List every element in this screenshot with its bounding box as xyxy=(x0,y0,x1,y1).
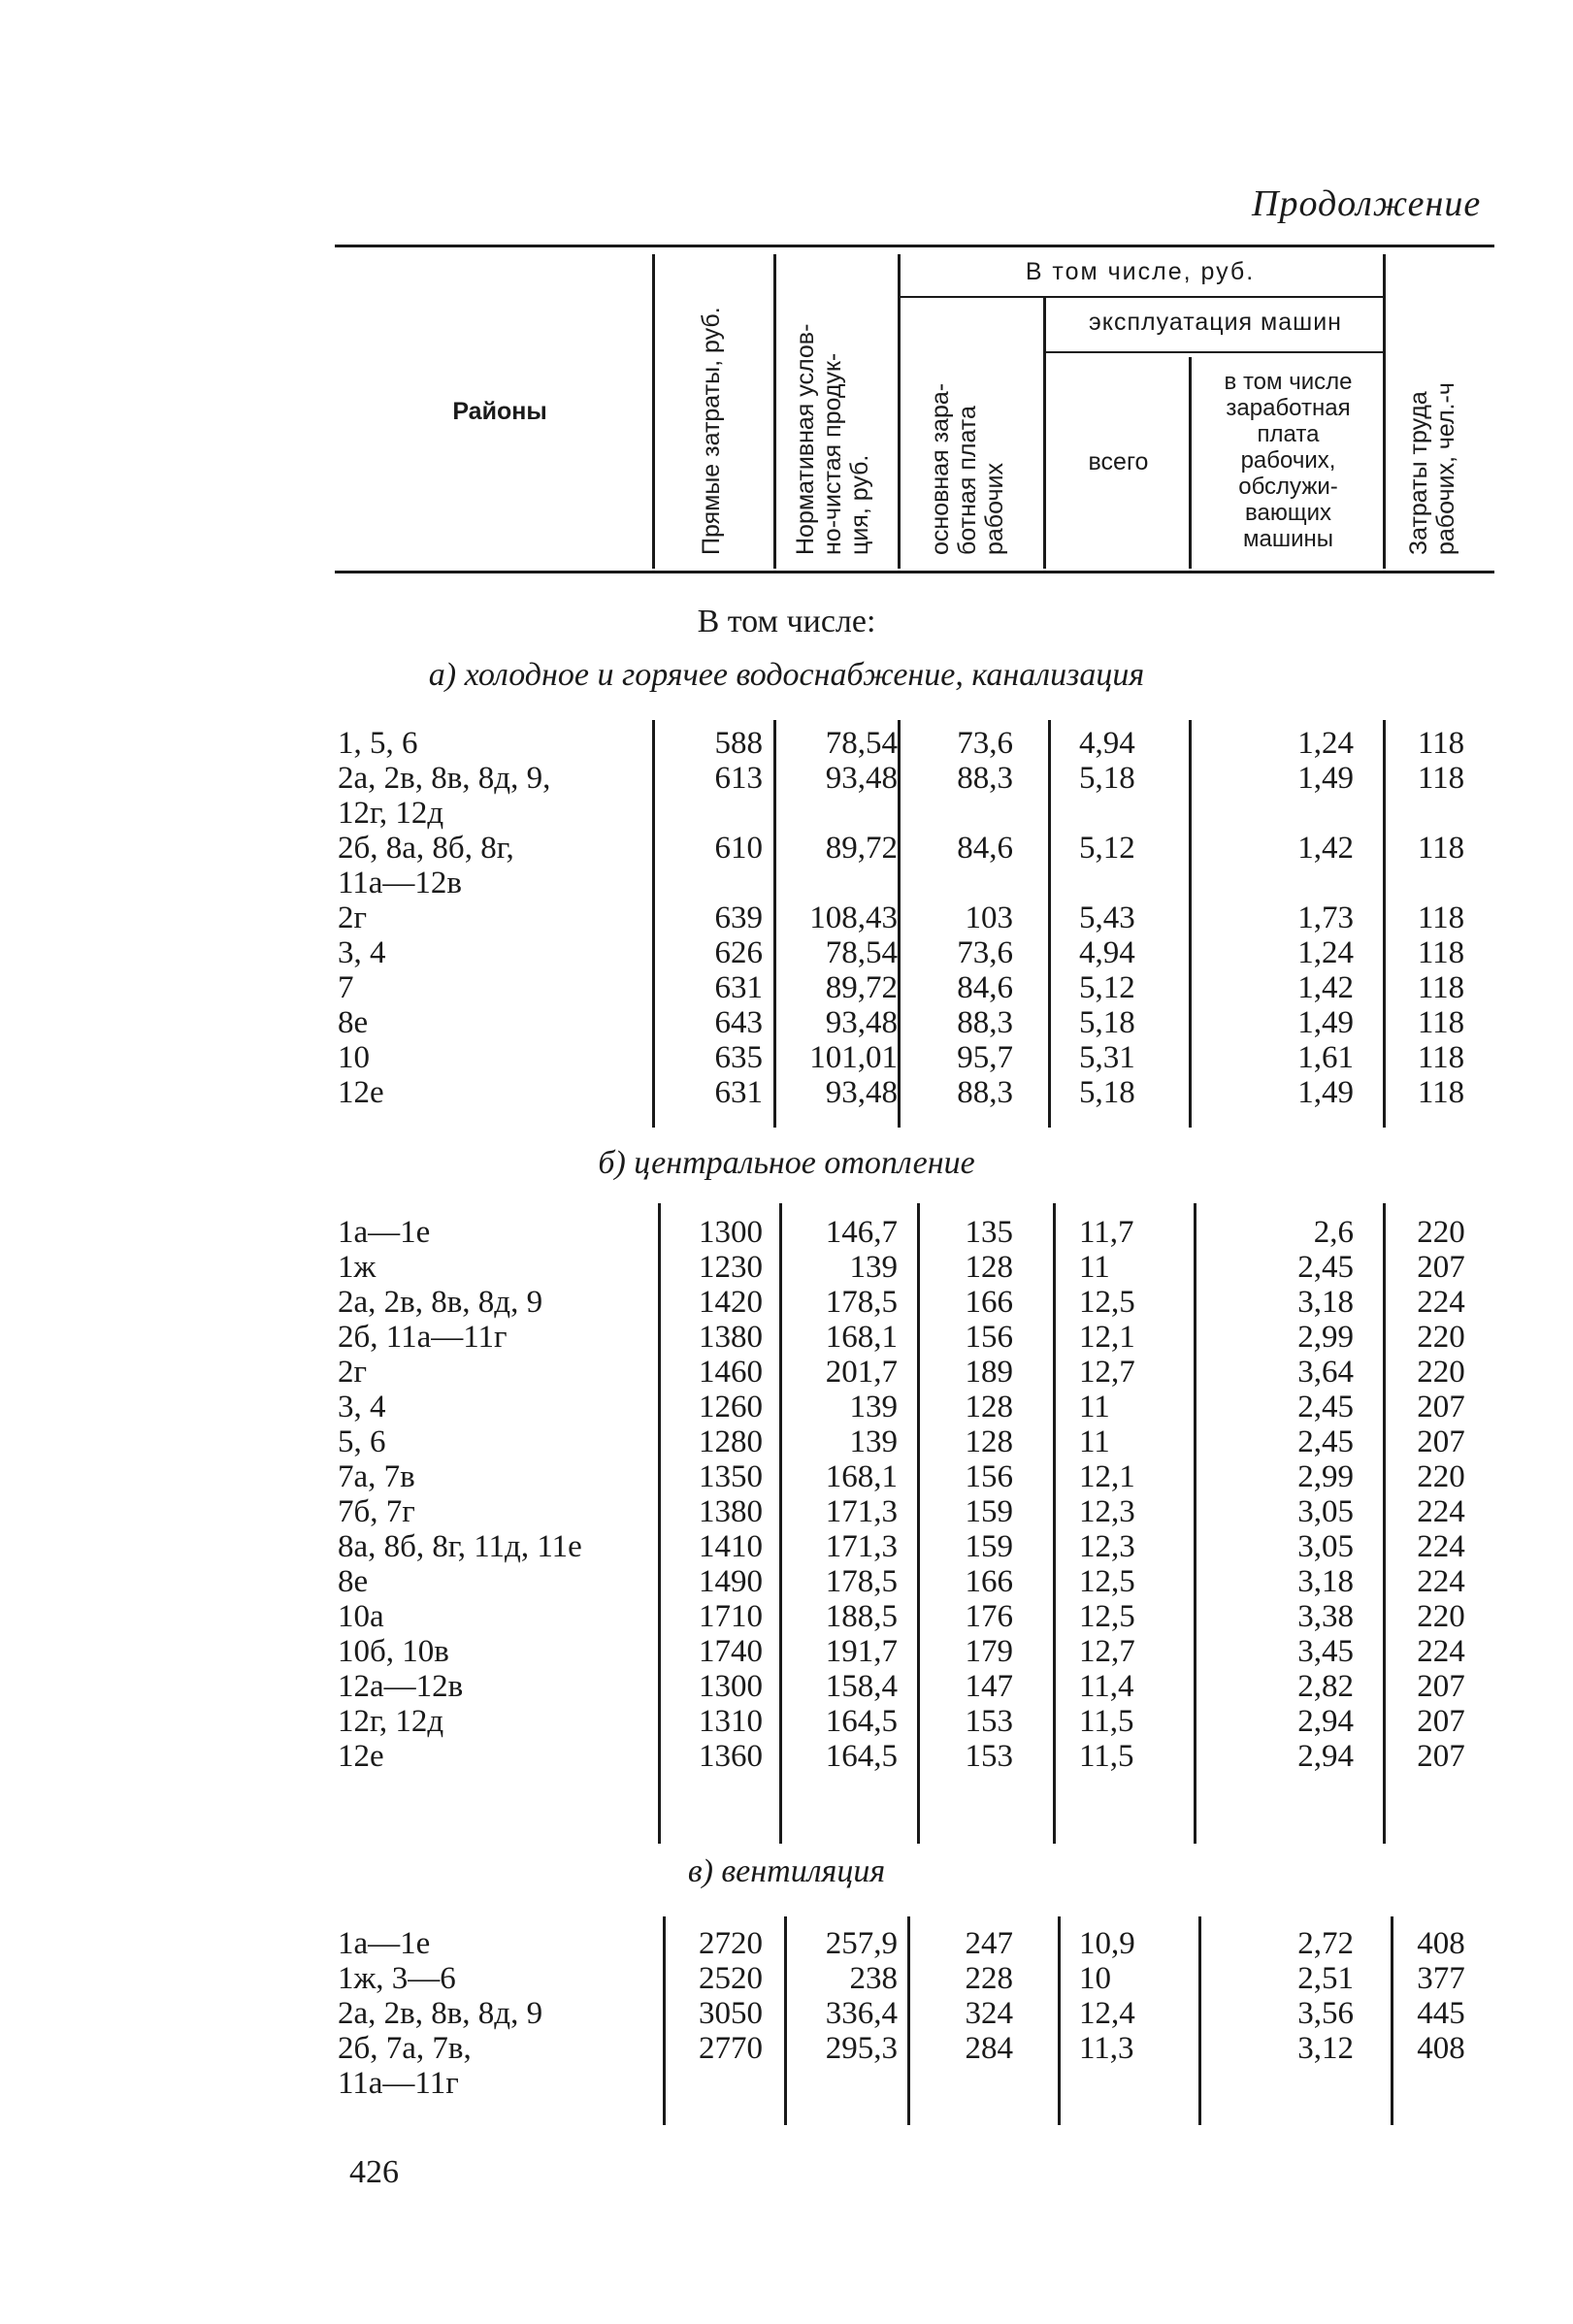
normative-output-cell: 139 xyxy=(849,1424,898,1459)
machine-wages-cell: 3,56 xyxy=(1297,1996,1354,2031)
base-wages-cell: 156 xyxy=(965,1459,1013,1494)
col-header-base-wages: основная зара- ботная плата рабочих xyxy=(927,382,1008,555)
labor-cell: 207 xyxy=(1417,1739,1465,1774)
labor-cell: 220 xyxy=(1417,1320,1465,1355)
column-divider xyxy=(779,1203,782,1844)
labor-cell: 220 xyxy=(1417,1459,1465,1494)
district-cell: 2г xyxy=(338,1355,368,1390)
machine-wages-cell: 3,18 xyxy=(1297,1285,1354,1320)
table-row xyxy=(0,1494,1573,1529)
base-wages-cell: 128 xyxy=(965,1390,1013,1424)
normative-output-cell: 171,3 xyxy=(825,1494,898,1529)
direct-costs-cell: 2770 xyxy=(699,2031,763,2066)
district-cell: 2б, 11а—11г xyxy=(338,1320,508,1355)
table-row xyxy=(0,1669,1573,1704)
district-cell: 8а, 8б, 8г, 11д, 11е xyxy=(338,1529,582,1564)
normative-output-cell: 178,5 xyxy=(825,1564,898,1599)
base-wages-cell: 103 xyxy=(965,900,1013,935)
direct-costs-cell: 639 xyxy=(714,900,763,935)
column-divider xyxy=(898,720,901,1128)
direct-costs-cell: 1300 xyxy=(699,1215,763,1250)
col-header-direct-costs: Прямые затраты, руб. xyxy=(698,307,725,555)
labor-cell: 207 xyxy=(1417,1704,1465,1739)
machine-wages-cell: 2,94 xyxy=(1297,1704,1354,1739)
page-number: 426 xyxy=(349,2154,399,2190)
normative-output-cell: 164,5 xyxy=(825,1739,898,1774)
district-cell: 2б, 7а, 7в, xyxy=(338,2031,472,2066)
labor-cell: 118 xyxy=(1417,935,1465,970)
machine-total-cell: 12,3 xyxy=(1079,1494,1135,1529)
district-cell: 12е xyxy=(338,1075,384,1110)
machine-wages-cell: 1,42 xyxy=(1297,970,1354,1005)
column-divider xyxy=(1383,720,1386,1128)
col-header-machine-wages: в том числе заработная плата рабочих, обслужи- вающих машины xyxy=(1224,369,1353,552)
machine-wages-cell: 2,45 xyxy=(1297,1250,1354,1285)
district-cell: 1ж xyxy=(338,1250,377,1285)
machine-total-cell: 12,1 xyxy=(1079,1320,1135,1355)
base-wages-cell: 179 xyxy=(965,1634,1013,1669)
header-divider xyxy=(898,254,901,569)
machine-wages-cell: 1,42 xyxy=(1297,831,1354,866)
labor-cell: 207 xyxy=(1417,1669,1465,1704)
machine-wages-cell: 1,73 xyxy=(1297,900,1354,935)
direct-costs-cell: 1230 xyxy=(699,1250,763,1285)
district-cell: 11а—11г xyxy=(338,2066,459,2101)
machine-total-cell: 11,5 xyxy=(1079,1704,1134,1739)
base-wages-cell: 147 xyxy=(965,1669,1013,1704)
district-cell: 2а, 2в, 8в, 8д, 9 xyxy=(338,1285,543,1320)
machine-total-cell: 11,5 xyxy=(1079,1739,1134,1774)
labor-cell: 207 xyxy=(1417,1250,1465,1285)
table-row xyxy=(0,761,1573,796)
machine-total-cell: 11 xyxy=(1079,1250,1110,1285)
normative-output-cell: 158,4 xyxy=(825,1669,898,1704)
machine-total-cell: 4,94 xyxy=(1079,935,1135,970)
section-title: в) вентиляция xyxy=(687,1853,886,1889)
district-cell: 12а—12в xyxy=(338,1669,464,1704)
labor-cell: 408 xyxy=(1417,2031,1465,2066)
table-row xyxy=(0,1355,1573,1390)
labor-cell: 224 xyxy=(1417,1285,1465,1320)
continued-label: Продолжение xyxy=(1252,183,1482,224)
normative-output-cell: 188,5 xyxy=(825,1599,898,1634)
normative-output-cell: 178,5 xyxy=(825,1285,898,1320)
district-cell: 3, 4 xyxy=(338,1390,386,1424)
labor-cell: 408 xyxy=(1417,1926,1465,1961)
normative-output-cell: 164,5 xyxy=(825,1704,898,1739)
district-cell: 8е xyxy=(338,1005,369,1040)
machine-total-cell: 12,5 xyxy=(1079,1564,1135,1599)
direct-costs-cell: 2720 xyxy=(699,1926,763,1961)
table-row xyxy=(0,935,1573,970)
table-row xyxy=(0,1599,1573,1634)
direct-costs-cell: 613 xyxy=(714,761,763,796)
direct-costs-cell: 1420 xyxy=(699,1285,763,1320)
column-divider xyxy=(784,1916,787,2125)
section-title: а) холодное и горячее водоснабжение, канализация xyxy=(428,657,1145,693)
normative-output-cell: 89,72 xyxy=(825,831,898,866)
direct-costs-cell: 2520 xyxy=(699,1961,763,1996)
machine-total-cell: 12,7 xyxy=(1079,1634,1135,1669)
direct-costs-cell: 588 xyxy=(714,726,763,761)
machine-wages-cell: 1,61 xyxy=(1297,1040,1354,1075)
machine-wages-cell: 3,38 xyxy=(1297,1599,1354,1634)
labor-cell: 224 xyxy=(1417,1564,1465,1599)
normative-output-cell: 201,7 xyxy=(825,1355,898,1390)
machine-total-cell: 12,7 xyxy=(1079,1355,1135,1390)
district-cell: 7б, 7г xyxy=(338,1494,415,1529)
base-wages-cell: 73,6 xyxy=(957,935,1013,970)
direct-costs-cell: 1310 xyxy=(699,1704,763,1739)
labor-cell: 224 xyxy=(1417,1494,1465,1529)
base-wages-cell: 324 xyxy=(965,1996,1013,2031)
machine-wages-cell: 2,51 xyxy=(1297,1961,1354,1996)
machine-total-cell: 12,4 xyxy=(1079,1996,1135,2031)
district-cell: 10б, 10в xyxy=(338,1634,449,1669)
machine-wages-cell: 3,05 xyxy=(1297,1529,1354,1564)
machine-total-cell: 11,7 xyxy=(1079,1215,1134,1250)
machine-wages-cell: 3,18 xyxy=(1297,1564,1354,1599)
machine-total-cell: 5,18 xyxy=(1079,761,1135,796)
normative-output-cell: 89,72 xyxy=(825,970,898,1005)
machine-wages-cell: 1,49 xyxy=(1297,1075,1354,1110)
district-cell: 11а—12в xyxy=(338,866,463,900)
district-cell: 1а—1е xyxy=(338,1215,431,1250)
direct-costs-cell: 1280 xyxy=(699,1424,763,1459)
labor-cell: 207 xyxy=(1417,1424,1465,1459)
direct-costs-cell: 1410 xyxy=(699,1529,763,1564)
labor-cell: 118 xyxy=(1417,1075,1465,1110)
col-header-total: всего xyxy=(1088,448,1149,475)
machine-total-cell: 12,3 xyxy=(1079,1529,1135,1564)
base-wages-cell: 284 xyxy=(965,2031,1013,2066)
table-row xyxy=(0,970,1573,1005)
direct-costs-cell: 1350 xyxy=(699,1459,763,1494)
header-subrule xyxy=(1043,351,1385,353)
base-wages-cell: 128 xyxy=(965,1250,1013,1285)
district-cell: 1, 5, 6 xyxy=(338,726,418,761)
machine-wages-cell: 3,05 xyxy=(1297,1494,1354,1529)
column-divider xyxy=(1383,1203,1386,1844)
table-row xyxy=(0,1040,1573,1075)
labor-cell: 118 xyxy=(1417,726,1465,761)
base-wages-cell: 84,6 xyxy=(957,970,1013,1005)
district-cell: 3, 4 xyxy=(338,935,386,970)
base-wages-cell: 228 xyxy=(965,1961,1013,1996)
machine-total-cell: 12,5 xyxy=(1079,1599,1135,1634)
col-header-normative-output: Нормативная услов- но-чистая продук- ция, руб. xyxy=(792,323,873,555)
column-divider xyxy=(1194,1203,1196,1844)
base-wages-cell: 73,6 xyxy=(957,726,1013,761)
machine-wages-cell: 2,72 xyxy=(1297,1926,1354,1961)
labor-cell: 220 xyxy=(1417,1355,1465,1390)
labor-cell: 118 xyxy=(1417,831,1465,866)
table-row xyxy=(0,1250,1573,1285)
direct-costs-cell: 1300 xyxy=(699,1669,763,1704)
district-cell: 2а, 2в, 8в, 8д, 9, xyxy=(338,761,551,796)
base-wages-cell: 156 xyxy=(965,1320,1013,1355)
labor-cell: 118 xyxy=(1417,900,1465,935)
machine-total-cell: 5,12 xyxy=(1079,831,1135,866)
base-wages-cell: 135 xyxy=(965,1215,1013,1250)
col-group-incl: В том числе, руб. xyxy=(1025,258,1256,285)
district-cell: 1а—1е xyxy=(338,1926,431,1961)
machine-wages-cell: 1,24 xyxy=(1297,935,1354,970)
labor-cell: 445 xyxy=(1417,1996,1465,2031)
machine-total-cell: 10 xyxy=(1079,1961,1111,1996)
machine-total-cell: 5,31 xyxy=(1079,1040,1135,1075)
column-divider xyxy=(1053,1203,1056,1844)
district-cell: 7а, 7в xyxy=(338,1459,415,1494)
base-wages-cell: 88,3 xyxy=(957,1075,1013,1110)
table-row xyxy=(0,831,1573,866)
normative-output-cell: 171,3 xyxy=(825,1529,898,1564)
normative-output-cell: 139 xyxy=(849,1390,898,1424)
labor-cell: 224 xyxy=(1417,1634,1465,1669)
machine-total-cell: 5,18 xyxy=(1079,1005,1135,1040)
district-cell: 2б, 8а, 8б, 8г, xyxy=(338,831,514,866)
normative-output-cell: 257,9 xyxy=(825,1926,898,1961)
machine-total-cell: 5,43 xyxy=(1079,900,1135,935)
base-wages-cell: 153 xyxy=(965,1704,1013,1739)
base-wages-cell: 88,3 xyxy=(957,761,1013,796)
machine-wages-cell: 2,45 xyxy=(1297,1424,1354,1459)
labor-cell: 377 xyxy=(1417,1961,1465,1996)
header-divider xyxy=(652,254,655,569)
header-divider xyxy=(1043,296,1046,569)
header-divider xyxy=(1189,357,1192,569)
normative-output-cell: 336,4 xyxy=(825,1996,898,2031)
direct-costs-cell: 1380 xyxy=(699,1320,763,1355)
direct-costs-cell: 1460 xyxy=(699,1355,763,1390)
direct-costs-cell: 1380 xyxy=(699,1494,763,1529)
table-row xyxy=(0,726,1573,761)
direct-costs-cell: 631 xyxy=(714,970,763,1005)
table-row xyxy=(0,1704,1573,1739)
normative-output-cell: 108,43 xyxy=(809,900,898,935)
column-divider xyxy=(1189,720,1192,1128)
district-cell: 5, 6 xyxy=(338,1424,386,1459)
machine-total-cell: 12,5 xyxy=(1079,1285,1135,1320)
district-cell: 10 xyxy=(338,1040,370,1075)
machine-total-cell: 11,4 xyxy=(1079,1669,1134,1704)
labor-cell: 118 xyxy=(1417,970,1465,1005)
machine-total-cell: 12,1 xyxy=(1079,1459,1135,1494)
labor-cell: 207 xyxy=(1417,1390,1465,1424)
machine-wages-cell: 2,82 xyxy=(1297,1669,1354,1704)
normative-output-cell: 93,48 xyxy=(825,761,898,796)
base-wages-cell: 88,3 xyxy=(957,1005,1013,1040)
machine-total-cell: 4,94 xyxy=(1079,726,1135,761)
normative-output-cell: 139 xyxy=(849,1250,898,1285)
district-cell: 12г, 12д xyxy=(338,796,444,831)
labor-cell: 118 xyxy=(1417,1040,1465,1075)
base-wages-cell: 159 xyxy=(965,1494,1013,1529)
column-divider xyxy=(907,1916,910,2125)
col-header-labor: Затраты труда рабочих, чел.-ч xyxy=(1405,382,1459,555)
machine-wages-cell: 2,94 xyxy=(1297,1739,1354,1774)
table-row xyxy=(0,1285,1573,1320)
table-row xyxy=(0,1005,1573,1040)
direct-costs-cell: 643 xyxy=(714,1005,763,1040)
machine-wages-cell: 3,64 xyxy=(1297,1355,1354,1390)
normative-output-cell: 93,48 xyxy=(825,1005,898,1040)
header-divider xyxy=(773,254,776,569)
machine-wages-cell: 1,24 xyxy=(1297,726,1354,761)
direct-costs-cell: 631 xyxy=(714,1075,763,1110)
district-cell: 8е xyxy=(338,1564,369,1599)
machine-wages-cell: 1,49 xyxy=(1297,1005,1354,1040)
machine-wages-cell: 1,49 xyxy=(1297,761,1354,796)
direct-costs-cell: 1260 xyxy=(699,1390,763,1424)
labor-cell: 224 xyxy=(1417,1529,1465,1564)
base-wages-cell: 166 xyxy=(965,1564,1013,1599)
machine-total-cell: 10,9 xyxy=(1079,1926,1135,1961)
labor-cell: 220 xyxy=(1417,1599,1465,1634)
labor-cell: 118 xyxy=(1417,1005,1465,1040)
machine-total-cell: 11,3 xyxy=(1079,2031,1134,2066)
table-row xyxy=(0,866,1573,900)
column-divider xyxy=(917,1203,920,1844)
base-wages-cell: 153 xyxy=(965,1739,1013,1774)
normative-output-cell: 238 xyxy=(849,1961,898,1996)
table-row xyxy=(0,1459,1573,1494)
table-row xyxy=(0,1215,1573,1250)
direct-costs-cell: 1490 xyxy=(699,1564,763,1599)
normative-output-cell: 168,1 xyxy=(825,1459,898,1494)
base-wages-cell: 189 xyxy=(965,1355,1013,1390)
district-cell: 10а xyxy=(338,1599,384,1634)
col-header-districts: Районы xyxy=(452,398,547,425)
base-wages-cell: 166 xyxy=(965,1285,1013,1320)
header-divider xyxy=(1383,254,1386,569)
column-divider xyxy=(663,1916,666,2125)
column-divider xyxy=(773,720,776,1128)
machine-wages-cell: 2,99 xyxy=(1297,1459,1354,1494)
district-cell: 12е xyxy=(338,1739,384,1774)
labor-cell: 118 xyxy=(1417,761,1465,796)
labor-cell: 220 xyxy=(1417,1215,1465,1250)
direct-costs-cell: 1360 xyxy=(699,1739,763,1774)
column-divider xyxy=(1391,1916,1393,2125)
machine-wages-cell: 2,6 xyxy=(1313,1215,1354,1250)
table-header-bottom-rule xyxy=(335,571,1494,573)
normative-output-cell: 146,7 xyxy=(825,1215,898,1250)
col-group-machines: эксплуатация машин xyxy=(1089,309,1342,336)
machine-wages-cell: 3,45 xyxy=(1297,1634,1354,1669)
normative-output-cell: 78,54 xyxy=(825,935,898,970)
base-wages-cell: 128 xyxy=(965,1424,1013,1459)
table-row xyxy=(0,1320,1573,1355)
machine-wages-cell: 2,45 xyxy=(1297,1390,1354,1424)
base-wages-cell: 247 xyxy=(965,1926,1013,1961)
machine-total-cell: 5,18 xyxy=(1079,1075,1135,1110)
table-row xyxy=(0,1564,1573,1599)
column-divider xyxy=(1048,720,1051,1128)
section-title: б) центральное отопление xyxy=(598,1145,975,1181)
base-wages-cell: 84,6 xyxy=(957,831,1013,866)
machine-total-cell: 5,12 xyxy=(1079,970,1135,1005)
district-cell: 2г xyxy=(338,900,368,935)
normative-output-cell: 101,01 xyxy=(809,1040,898,1075)
district-cell: 2а, 2в, 8в, 8д, 9 xyxy=(338,1996,543,2031)
table-row xyxy=(0,1634,1573,1669)
column-divider xyxy=(658,1203,661,1844)
column-divider xyxy=(1198,1916,1201,2125)
table-row xyxy=(0,1075,1573,1110)
normative-output-cell: 93,48 xyxy=(825,1075,898,1110)
column-divider xyxy=(652,720,655,1128)
section-intro: В том числе: xyxy=(697,604,876,639)
base-wages-cell: 95,7 xyxy=(957,1040,1013,1075)
district-cell: 12г, 12д xyxy=(338,1704,444,1739)
machine-wages-cell: 3,12 xyxy=(1297,2031,1354,2066)
table-row xyxy=(0,1390,1573,1424)
header-subrule xyxy=(898,296,1385,298)
column-divider xyxy=(1058,1916,1061,2125)
table-row xyxy=(0,1529,1573,1564)
table-top-rule xyxy=(335,245,1494,247)
table-row xyxy=(0,900,1573,935)
machine-total-cell: 11 xyxy=(1079,1424,1110,1459)
district-cell: 7 xyxy=(338,970,354,1005)
district-cell: 1ж, 3—6 xyxy=(338,1961,456,1996)
direct-costs-cell: 610 xyxy=(714,831,763,866)
direct-costs-cell: 626 xyxy=(714,935,763,970)
direct-costs-cell: 1740 xyxy=(699,1634,763,1669)
base-wages-cell: 159 xyxy=(965,1529,1013,1564)
table-row xyxy=(0,1739,1573,1774)
normative-output-cell: 295,3 xyxy=(825,2031,898,2066)
direct-costs-cell: 635 xyxy=(714,1040,763,1075)
normative-output-cell: 78,54 xyxy=(825,726,898,761)
direct-costs-cell: 1710 xyxy=(699,1599,763,1634)
machine-wages-cell: 2,99 xyxy=(1297,1320,1354,1355)
normative-output-cell: 191,7 xyxy=(825,1634,898,1669)
base-wages-cell: 176 xyxy=(965,1599,1013,1634)
normative-output-cell: 168,1 xyxy=(825,1320,898,1355)
machine-total-cell: 11 xyxy=(1079,1390,1110,1424)
table-row xyxy=(0,1424,1573,1459)
direct-costs-cell: 3050 xyxy=(699,1996,763,2031)
table-row xyxy=(0,796,1573,831)
